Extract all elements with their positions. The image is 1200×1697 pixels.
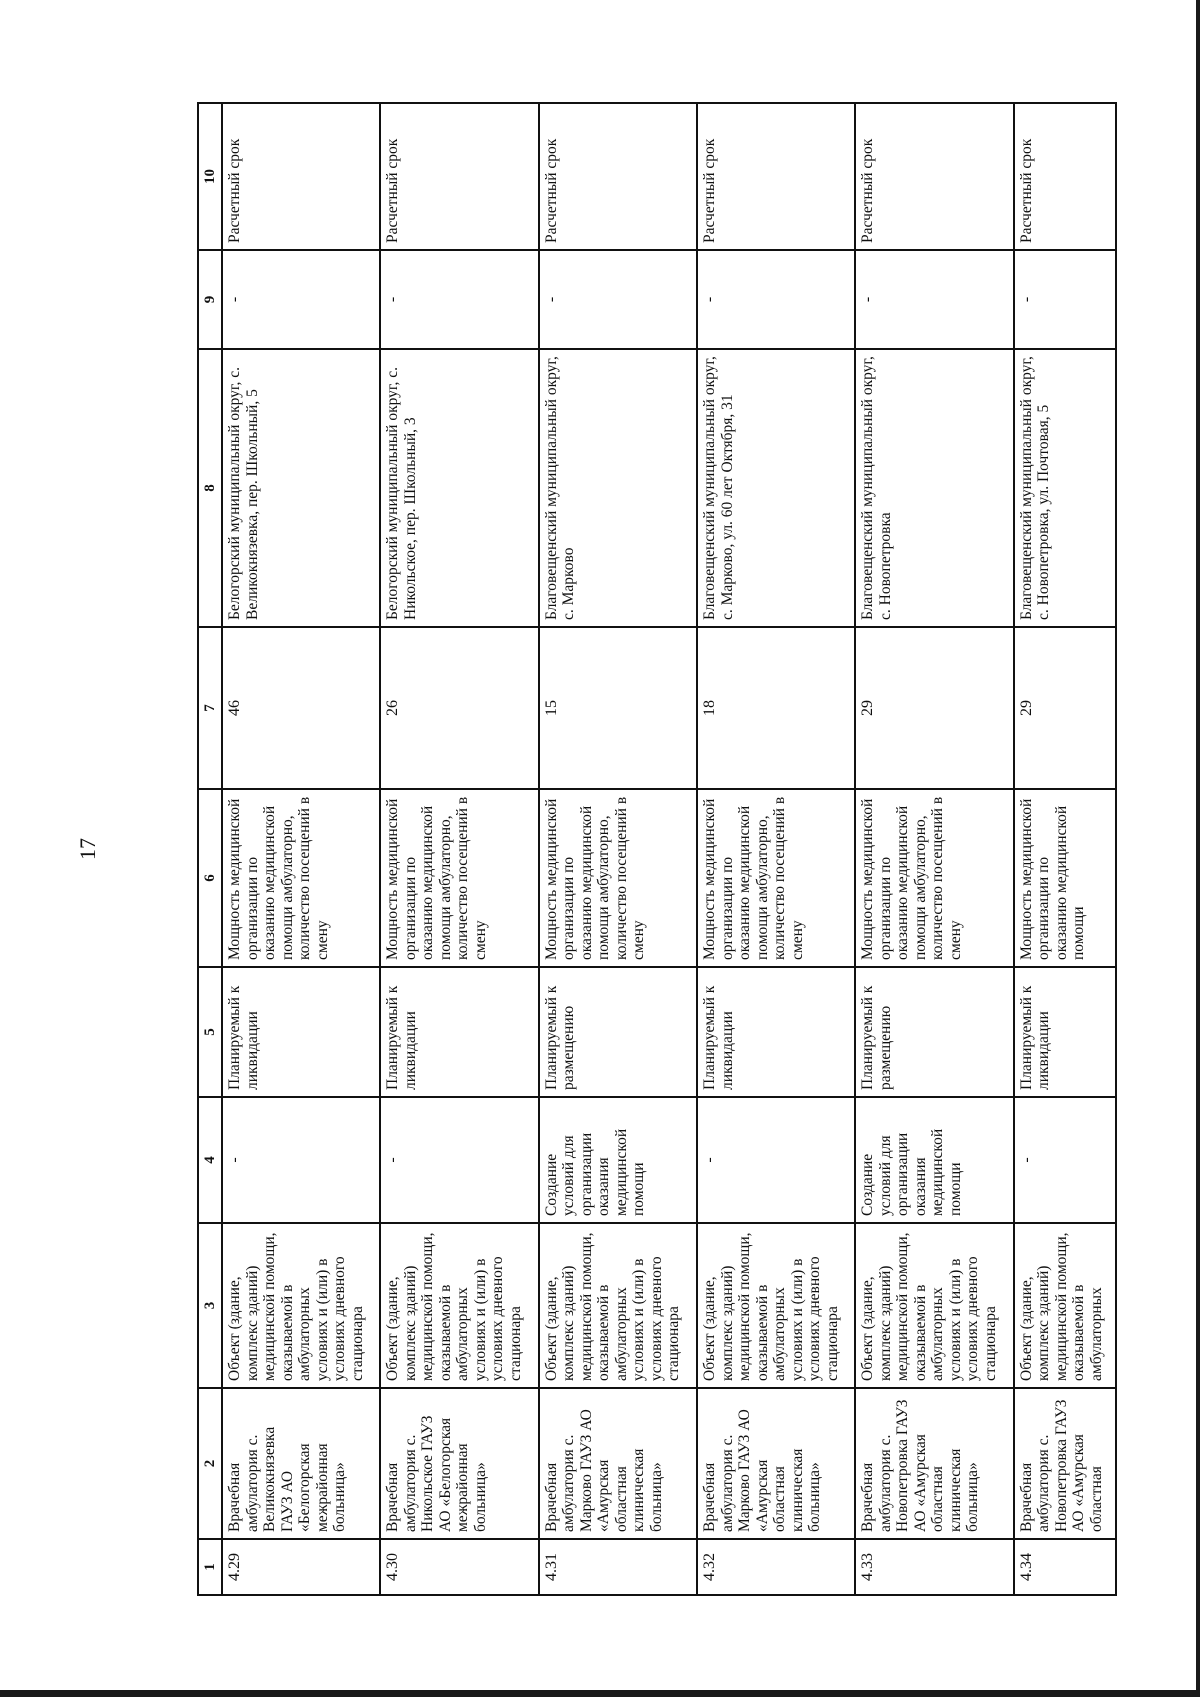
column-header: 1 [198,1539,222,1595]
zone: - [222,250,380,349]
row-number: 4.34 [1014,1539,1116,1595]
characteristic: Мощность медицинской организации по оказанию медицинской помощи амбулаторно, количество посещений в смену [222,789,380,967]
zone: - [539,250,697,349]
characteristic: Мощность медицинской организации по оказанию медицинской помощи амбулаторно, количество посещений в смену [697,789,855,967]
status: Планируемый к ликвидации [380,967,538,1097]
column-header: 5 [198,967,222,1097]
location: Благовещенский муниципальный округ, с. Марково, ул. 60 лет Октября, 31 [697,349,855,627]
purpose: Создание условий для организации оказания медицинской помощи [539,1097,697,1223]
row-number: 4.30 [380,1539,538,1595]
characteristic: Мощность медицинской организации по оказанию медицинской помощи амбулаторно, количество посещений в смену [855,789,1013,967]
table-row [1014,103,1116,1595]
status: Планируемый к ликвидации [697,967,855,1097]
column-header: 10 [198,103,222,250]
column-header: 4 [198,1097,222,1223]
table-row [539,103,697,1595]
facility-name: Врачебная амбулатория с. Великокнязевка ГАУЗ АО «Белогорская межрайонная больница» [222,1388,380,1539]
facility-name: Врачебная амбулатория с. Новопетровка ГАУЗ АО «Амурская областная [1014,1388,1116,1539]
table-container [197,104,1117,1596]
object-type: Объект (здание, комплекс зданий) медицинской помощи, оказываемой в амбулаторных [1014,1223,1116,1388]
zone: - [855,250,1013,349]
purpose: - [1014,1097,1116,1223]
column-header: 6 [198,789,222,967]
header-row [198,103,222,1595]
object-type: Объект (здание, комплекс зданий) медицинской помощи, оказываемой в амбулаторных условиях и (или) в условиях дневного стационара [855,1223,1013,1388]
facility-name: Врачебная амбулатория с. Новопетровка ГАУЗ АО «Амурская областная клиническая больница» [855,1388,1013,1539]
facility-name: Врачебная амбулатория с. Марково ГАУЗ АО «Амурская областная клиническая больница» [539,1388,697,1539]
rotated-table-wrapper [197,104,1117,1596]
table-row [855,103,1013,1595]
purpose: - [380,1097,538,1223]
zone: - [697,250,855,349]
location: Благовещенский муниципальный округ, с. Новопетровка, ул. Почтовая, 5 [1014,349,1116,627]
scan-edge-bottom [0,1690,1200,1697]
location: Белогорский муниципальный округ, с. Никольское, пер. Школьный, 3 [380,349,538,627]
scan-edge-right [1196,0,1200,1697]
data-table [197,102,1117,1596]
zone: - [380,250,538,349]
row-number: 4.32 [697,1539,855,1595]
term: Расчетный срок [539,103,697,250]
purpose: - [222,1097,380,1223]
facility-name: Врачебная амбулатория с. Никольское ГАУЗ АО «Белогорская межрайонная больница» [380,1388,538,1539]
capacity-value: 26 [380,627,538,789]
object-type: Объект (здание, комплекс зданий) медицинской помощи, оказываемой в амбулаторных условиях и (или) в условиях дневного стационара [697,1223,855,1388]
term: Расчетный срок [697,103,855,250]
object-type: Объект (здание, комплекс зданий) медицинской помощи, оказываемой в амбулаторных условиях и (или) в условиях дневного стационара [222,1223,380,1388]
object-type: Объект (здание, комплекс зданий) медицинской помощи, оказываемой в амбулаторных условиях и (или) в условиях дневного стационара [380,1223,538,1388]
term: Расчетный срок [855,103,1013,250]
page-number: 17 [75,838,100,860]
term: Расчетный срок [222,103,380,250]
capacity-value: 29 [1014,627,1116,789]
status: Планируемый к размещению [855,967,1013,1097]
term: Расчетный срок [1014,103,1116,250]
column-header: 3 [198,1223,222,1388]
characteristic: Мощность медицинской организации по оказанию медицинской помощи амбулаторно, количество посещений в смену [539,789,697,967]
row-number: 4.33 [855,1539,1013,1595]
status: Планируемый к ликвидации [222,967,380,1097]
characteristic: Мощность медицинской организации по оказанию медицинской помощи амбулаторно, количество посещений в смену [380,789,538,967]
capacity-value: 18 [697,627,855,789]
characteristic: Мощность медицинской организации по оказанию медицинской помощи [1014,789,1116,967]
column-header: 9 [198,250,222,349]
purpose: - [697,1097,855,1223]
row-number: 4.29 [222,1539,380,1595]
status: Планируемый к ликвидации [1014,967,1116,1097]
column-header: 8 [198,349,222,627]
purpose: Создание условий для организации оказания медицинской помощи [855,1097,1013,1223]
table-row [222,103,380,1595]
table-row [697,103,855,1595]
location: Белогорский муниципальный округ, с. Великокнязевка, пер. Школьный, 5 [222,349,380,627]
location: Благовещенский муниципальный округ, с. Марково [539,349,697,627]
table-row [380,103,538,1595]
capacity-value: 46 [222,627,380,789]
zone: - [1014,250,1116,349]
term: Расчетный срок [380,103,538,250]
capacity-value: 29 [855,627,1013,789]
column-header: 7 [198,627,222,789]
row-number: 4.31 [539,1539,697,1595]
column-header: 2 [198,1388,222,1539]
status: Планируемый к размещению [539,967,697,1097]
location: Благовещенский муниципальный округ, с. Новопетровка [855,349,1013,627]
capacity-value: 15 [539,627,697,789]
facility-name: Врачебная амбулатория с. Марково ГАУЗ АО «Амурская областная клиническая больница» [697,1388,855,1539]
object-type: Объект (здание, комплекс зданий) медицинской помощи, оказываемой в амбулаторных условиях и (или) в условиях дневного стационара [539,1223,697,1388]
